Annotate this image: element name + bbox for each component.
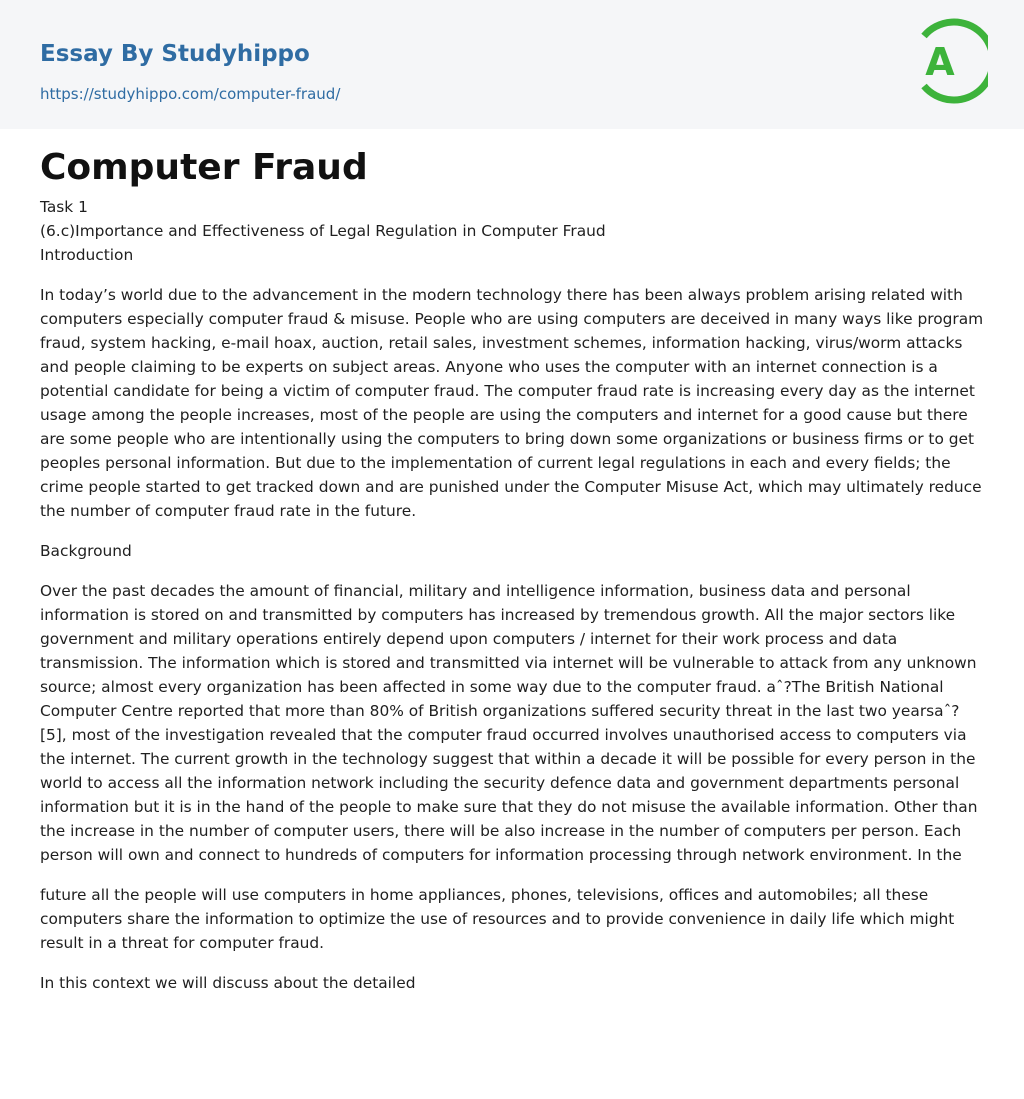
meta-line-task: Task 1 (40, 198, 88, 216)
studyhippo-logo-icon[interactable] (910, 18, 988, 106)
paragraph-introduction: In today’s world due to the advancement in the modern technology there has been always problem arising related with computers especially computer fraud & misuse. People who are using computers are deceived in many ways like program fraud, system hacking, e-mail hoax, auction, retail sales, investment schemes, information hacking, virus/worm attacks and people claiming to be experts on subject areas. Anyone who uses the computer with an internet connection is a potential candidate for being a victim of computer fraud. The computer fraud rate is increasing every day as the internet usage among the people increases, most of the people are using the computers and internet for a good cause but there are some people who are intentionally using the computers to bring down some organizations or business firms or to get peoples personal information. But due to the implementation of current legal regulations in each and every fields; the crime people started to get tracked down and are punished under the Computer Misuse Act, which may ultimately reduce the number of computer fraud rate in the future. (40, 286, 984, 520)
paragraph-background-heading: Background (40, 542, 132, 560)
meta-line-section: Introduction (40, 246, 134, 264)
site-brand[interactable]: Essay By Studyhippo (40, 41, 310, 67)
essay-meta (40, 195, 988, 267)
essay-url-link[interactable]: https://studyhippo.com/computer-fraud/ (40, 85, 341, 103)
essay-content (40, 145, 988, 995)
logo-ring-icon (910, 18, 988, 106)
meta-line-heading: (6.c)Importance and Effectiveness of Legal Regulation in Computer Fraud (40, 222, 606, 240)
paragraph-future: future all the people will use computers in home appliances, phones, televisions, offices and automobiles; all these computers share the information to optimize the use of resources and to provide convenience in daily life which might result in a threat for computer fraud. (40, 886, 955, 952)
paragraph-background: Over the past decades the amount of financial, military and intelligence information, business data and personal information is stored on and transmitted by computers has increased by tremendous growth. All the major sectors like government and military operations entirely depend upon computers / internet for their work process and data transmission. The information which is stored and transmitted via internet will be vulnerable to attack from any unknown source; almost every organization has been affected in some way due to the computer fraud. aˆ?The British National Computer Centre reported that more than 80% of British organizations suffered security threat in the last two yearsaˆ? [5], most of the investigation revealed that the computer fraud occurred involves unauthorised access to computers via the internet. The current growth in the technology suggest that within a decade it will be possible for every person in the world to access all the information network including the security defence data and government departments personal information but it is in the hand of the people to make sure that they do not misuse the available information. Other than the increase in the number of computer users, there will be also increase in the number of computers per person. Each person will own and connect to hundreds of computers for information processing through network environment. In the (40, 582, 978, 864)
paragraph-context: In this context we will discuss about the detailed (40, 974, 416, 992)
logo-letter: A (925, 40, 955, 84)
essay-title: Computer Fraud (40, 147, 368, 188)
site-header (0, 0, 1024, 129)
